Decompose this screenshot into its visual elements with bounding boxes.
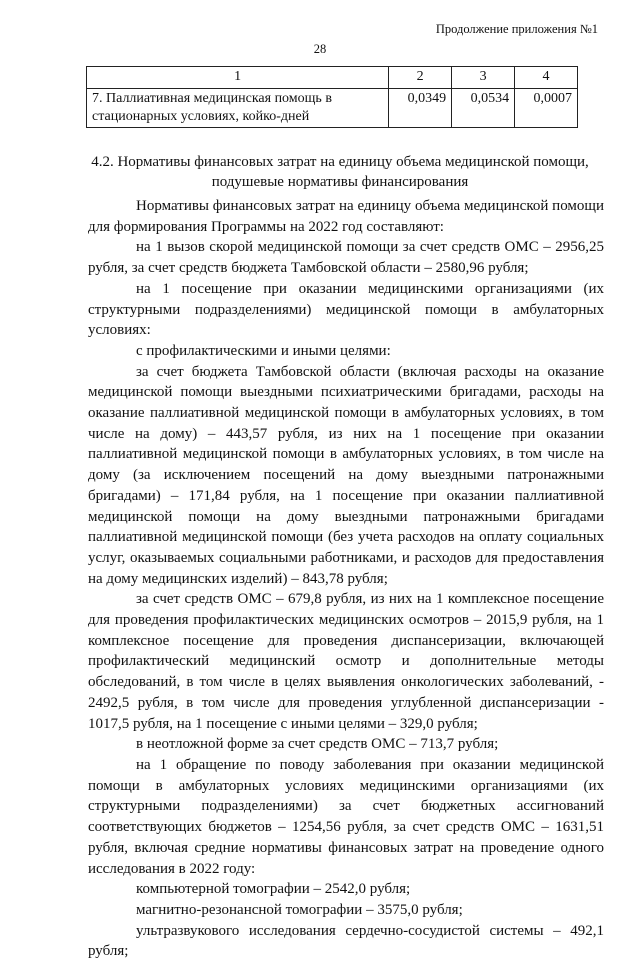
table-header-cell: 4 [515, 67, 578, 89]
table-row [87, 89, 578, 128]
table-header-cell: 3 [452, 67, 515, 89]
table-cell-value: 0,0534 [452, 89, 515, 128]
paragraph: за счет средств ОМС – 679,8 рубля, из них на 1 комплексное посещение для проведения профилактических медицинских осмотров – 2015,9 рубля, на 1 комплексное посещение для проведения диспансеризации, включающей профилактический медицинский осмотр и дополнительные методы обследований, в том числе в целях выявления онкологических заболеваний, - 2492,5 рубля, в том числе для проведения углубленной диспансеризации - 1017,5 рубля, на 1 посещение с иными целями – 329,0 рубля; [88, 591, 604, 732]
paragraph: ультразвукового исследования сердечно-сосудистой системы – 492,1 рубля; [88, 922, 604, 960]
paragraph: в неотложной форме за счет средств ОМС – 713,7 рубля; [136, 736, 499, 753]
section-title: 4.2. Нормативы финансовых затрат на единицу объема медицинской помощи, подушевые нормативы финансирования [91, 154, 589, 190]
continuation-table [86, 66, 578, 128]
table-header-cell: 1 [87, 67, 389, 89]
paragraph: с профилактическими и иными целями: [136, 342, 391, 359]
paragraph: на 1 вызов скорой медицинской помощи за счет средств ОМС – 2956,25 рубля, за счет средств бюджета Тамбовской области – 2580,96 рубля; [88, 239, 604, 277]
paragraph: на 1 посещение при оказании медицинскими организациями (их структурными подразделениями) медицинской помощи в амбулаторных условиях: [88, 280, 604, 339]
table-row-label: 7. Паллиативная медицинская помощь в стационарных условиях, койко-дней [87, 89, 389, 128]
paragraph: компьютерной томографии – 2542,0 рубля; [136, 881, 411, 898]
continuation-header: Продолжение приложения №1 [435, 22, 598, 36]
document-body [88, 196, 604, 962]
paragraph: Нормативы финансовых затрат на единицу объема медицинской помощи для формирования Программы на 2022 год составляют: [88, 198, 604, 235]
paragraph: на 1 обращение по поводу заболевания при оказании медицинской помощи в амбулаторных условиях медицинскими организациями (их структурными подразделениями) за счет бюджетных ассигнований соответствующих бюджетов – 1254,56 рубля, за счет средств ОМС – 1631,51 рубля, включая средние нормативы финансовых затрат на проведение одного исследования в 2022 году: [88, 756, 604, 877]
page-number: 28 [313, 42, 327, 56]
table-cell-value: 0,0007 [515, 89, 578, 128]
paragraph: за счет бюджета Тамбовской области (включая расходы на оказание медицинской помощи выездными психиатрическими бригадами, расходы на оказание паллиативной медицинской помощи в амбулаторных условиях, в том числе на дому) – 443,57 рубля, из них на 1 посещение при оказании паллиативной медицинской помощи в амбулаторных условиях, в том числе на дому (за исключением посещений на дому выездными патронажными бригадами) – 171,84 рубля, на 1 посещение при оказании паллиативной медицинской помощи на дому выездными патронажными бригадами паллиативной медицинской помощи (без учета расходов на оплату социальных услуг, оказываемых социальными работниками, и расходов для предоставления на дому медицинских изделий) – 843,78 рубля; [88, 363, 604, 587]
table-header-row [87, 67, 578, 89]
paragraph: магнитно-резонансной томографии – 3575,0 рубля; [136, 901, 463, 918]
table-cell-value: 0,0349 [389, 89, 452, 128]
table-header-cell: 2 [389, 67, 452, 89]
